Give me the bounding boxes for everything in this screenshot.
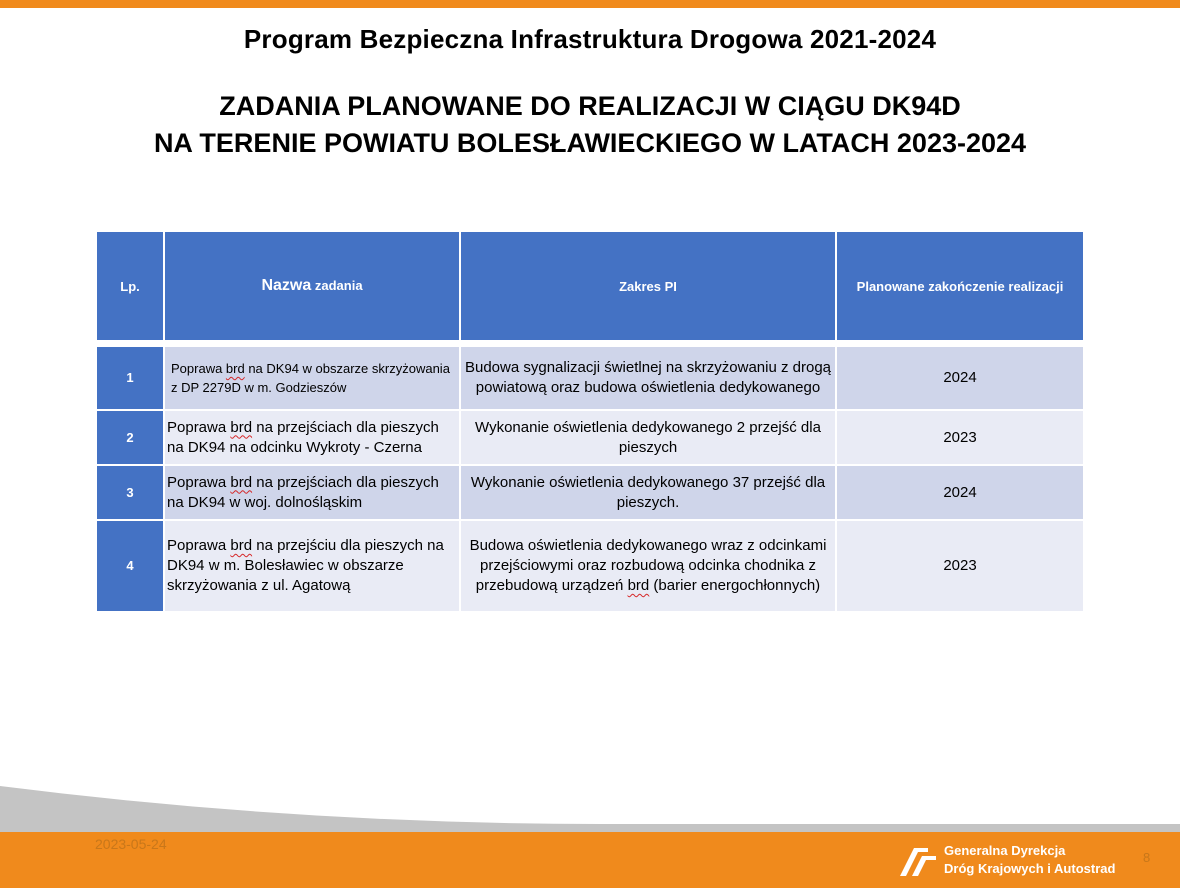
row-scope: [460, 410, 836, 465]
row-task-name: [164, 520, 460, 612]
row-task-name-part: na DK94 w obszarze skrzyżowania z DP 2279D w m. Godzieszów: [171, 361, 450, 395]
top-accent-bar: [0, 0, 1180, 8]
row-task-name: [164, 465, 460, 520]
row-task-name-part: Poprawa: [171, 361, 226, 376]
header-completion: Planowane zakończenie realizacji: [836, 231, 1084, 341]
row-task-name-abbr: brd: [230, 537, 253, 554]
row-task-name-abbr: brd: [230, 473, 253, 491]
header-name: [164, 231, 460, 341]
header-name-bold: Nazwa: [261, 277, 312, 294]
header-name-rest: zadania: [311, 278, 363, 293]
tasks-table: [95, 230, 1085, 613]
row-scope-abbr: brd: [627, 577, 650, 594]
table-row: [96, 346, 1084, 410]
row-task-name-abbr: brd: [230, 418, 253, 436]
row-task-name-part: na przejściach dla pieszych na DK94 w woj. dolnośląskim: [167, 473, 439, 511]
row-task-name-part: Poprawa: [167, 537, 231, 554]
header-scope: Zakres PI: [460, 231, 836, 341]
org-line-1: Generalna Dyrekcja: [944, 843, 1066, 858]
row-year: 2024: [836, 465, 1084, 520]
row-scope: [460, 346, 836, 410]
row-year: 2023: [836, 410, 1084, 465]
row-scope-part: Budowa oświetlenia dedykowanego wraz z odcinkami przejściowymi oraz rozbudową odcinka chodnika z przebudową urządzeń: [469, 537, 827, 594]
page-subtitle: [0, 88, 1180, 162]
footer-gray-swoosh: [0, 770, 1180, 834]
row-year: 2023: [836, 520, 1084, 612]
table-row: [96, 410, 1084, 465]
row-scope: [460, 465, 836, 520]
row-task-name-part: Poprawa: [167, 418, 231, 436]
row-task-name: [164, 410, 460, 465]
row-scope-part: Wykonanie oświetlenia dedykowanego 2 przejść dla pieszych: [475, 418, 821, 456]
table-header-row: [96, 231, 1084, 341]
slide-date: 2023-05-24: [95, 836, 167, 852]
page-title: Program Bezpieczna Infrastruktura Drogowa 2021-2024: [243, 24, 937, 54]
row-lp: 4: [96, 520, 164, 612]
row-task-name: [164, 346, 460, 410]
table-row: [96, 520, 1084, 612]
table-row: [96, 465, 1084, 520]
row-lp: 1: [96, 346, 164, 410]
gddkia-road-logo-icon: [898, 842, 938, 878]
page-number: 8: [1143, 850, 1151, 865]
header-lp: Lp.: [96, 231, 164, 341]
row-scope: [460, 520, 836, 612]
row-scope-part: (barier energochłonnych): [649, 577, 821, 594]
row-task-name-abbr: brd: [225, 361, 245, 376]
row-task-name-part: na przejściach dla pieszych na DK94 na odcinku Wykroty - Czerna: [167, 418, 439, 456]
organization-name: [944, 842, 1115, 878]
row-task-name-part: na przejściu dla pieszych na DK94 w m. Bolesławiec w obszarze skrzyżowania z ul. Agatową: [167, 537, 444, 594]
org-line-2: Dróg Krajowych i Autostrad: [944, 861, 1116, 876]
row-year: 2024: [836, 346, 1084, 410]
subtitle-line-1: ZADANIA PLANOWANE DO REALIZACJI W CIĄGU DK94D: [219, 91, 961, 121]
row-task-name-part: Poprawa: [167, 473, 231, 491]
row-lp: 3: [96, 465, 164, 520]
row-scope-part: Wykonanie oświetlenia dedykowanego 37 przejść dla pieszych.: [470, 473, 826, 511]
subtitle-line-2: NA TERENIE POWIATU BOLESŁAWIECKIEGO W LATACH 2023-2024: [153, 128, 1027, 158]
row-lp: 2: [96, 410, 164, 465]
row-scope-part: Budowa sygnalizacji świetlnej na skrzyżowaniu z drogą powiatową oraz budowa oświetlenia dedykowanego: [464, 359, 831, 396]
